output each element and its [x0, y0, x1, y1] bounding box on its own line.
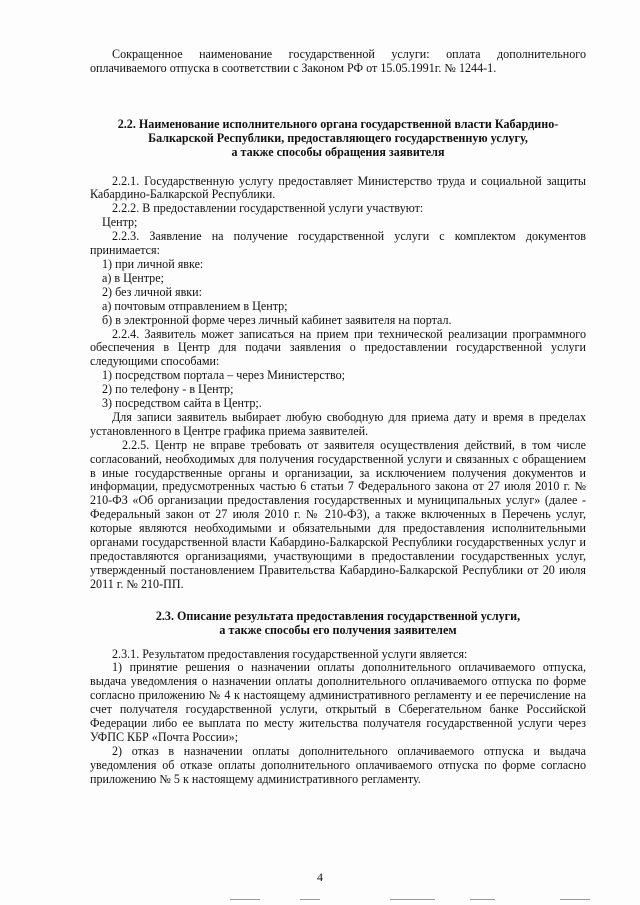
- paragraph-2-2-3: 2.2.3. Заявление на получение государственной услуги с комплектом документов принимается:: [90, 229, 586, 258]
- list-item-at-center: а) в Центре;: [102, 270, 164, 285]
- list-item-electronic: б) в электронной форме через личный кабинет заявителя на портал.: [102, 312, 452, 327]
- paragraph-appointment: Для записи заявитель выбирает любую свободную для приема дату и время в пределах установленного в Центре графика приема заявителей.: [90, 409, 586, 438]
- section-2-2-heading-line-2: Балкарской Республики, предоставляющего государственную услугу,: [148, 130, 528, 145]
- section-2-2-heading-line-1: 2.2. Наименование исполнительного органа государственной власти Кабардино-: [117, 116, 559, 131]
- result-refusal: 2) отказ в назначении оплаты дополнительного оплачиваемого отпуска и выдача уведомления об отказе оплаты дополнительного оплачиваемого отпуска по форме согласно приложению № 5 к настоящему административного регламенту.: [90, 743, 586, 786]
- list-item-in-person: 1) при личной явке:: [102, 256, 204, 271]
- scan-artifact: [230, 899, 260, 900]
- paragraph-2-3-1: 2.3.1. Результатом предоставления государственной услуги является:: [112, 646, 468, 661]
- paragraph-2-2-5: 2.2.5. Центр не вправе требовать от заявителя осуществления действий, в том числе согласований, необходимых для получения государственной услуги и связанных с обращением в иные государственные органы и организации, за исключением получения документов и информации, предусмотренных частью 6 статьи 7 Федерального закона от 27 июля 2010 г. № 210-ФЗ «Об организации предоставления государственных и муниципальных услуг» (далее - Федеральный закон от 27 июля 2010 г. № 210-ФЗ), а также включенных в Перечень услуг, которые являются необходимыми и обязательными для предоставления исполнительными органами государственной власти Кабардино-Балкарской Республики государственных услуг и предоставляются организациями, участвующими в предоставлении государственных услуг, утвержденный постановлением Правительства Кабардино-Балкарской Республики от 20 июля 2011 г. № 210-ПП.: [90, 437, 586, 591]
- paragraph-2-2-1: 2.2.1. Государственную услугу предоставляет Министерство труда и социальной защиты Кабардино-Балкарской Республики.: [90, 173, 586, 202]
- scan-artifact: [470, 899, 495, 900]
- list-item-phone: 2) по телефону - в Центр;: [102, 382, 234, 397]
- scan-artifact: [390, 899, 435, 900]
- participant-center: Центр;: [102, 215, 138, 230]
- section-2-2-heading-line-3: а также способы обращения заявителя: [231, 144, 445, 159]
- paragraph-2-2-4: 2.2.4. Заявитель может записаться на прием при технической реализации программного обеспечения в Центр для подачи заявления о предоставлении государственной услуги следующими способами:: [90, 326, 586, 369]
- list-item-website: 3) посредством сайта в Центр;.: [102, 396, 262, 411]
- result-decision: 1) принятие решения о назначении оплаты дополнительного оплачиваемого отпуска, выдача уведомления о назначении оплаты дополнительного оплачиваемого отпуска по форме согласно приложению № 4 к настоящему административного регламенту и ее перечисление на счет получателя государственной услуги, открытый в Сберегательном банке Российской Федерации либо ее выплата по месту жительства получателя государственной услуги через УФПС КБР «Почта России»;: [90, 660, 586, 744]
- scan-artifact: [560, 899, 590, 900]
- list-item-remote: 2) без личной явки:: [102, 284, 202, 299]
- section-2-3-heading-line-1: 2.3. Описание результата предоставления государственной услуги,: [155, 608, 521, 623]
- scan-artifact: [300, 899, 320, 900]
- list-item-by-mail: а) почтовым отправлением в Центр;: [102, 298, 288, 313]
- document-page: [90, 48, 586, 787]
- paragraph-2-2-2: 2.2.2. В предоставлении государственной услуги участвуют:: [112, 201, 424, 216]
- short-name-paragraph: Сокращенное наименование государственной услуги: оплата дополнительного оплачиваемого отпуска в соответствии с Законом РФ от 15.05.1991г. № 1244-1.: [90, 47, 586, 75]
- list-item-portal: 1) посредством портала – через Министерство;: [102, 368, 346, 383]
- section-2-3-heading-line-2: а также способы его получения заявителем: [219, 622, 457, 637]
- page-number: 4: [317, 870, 323, 884]
